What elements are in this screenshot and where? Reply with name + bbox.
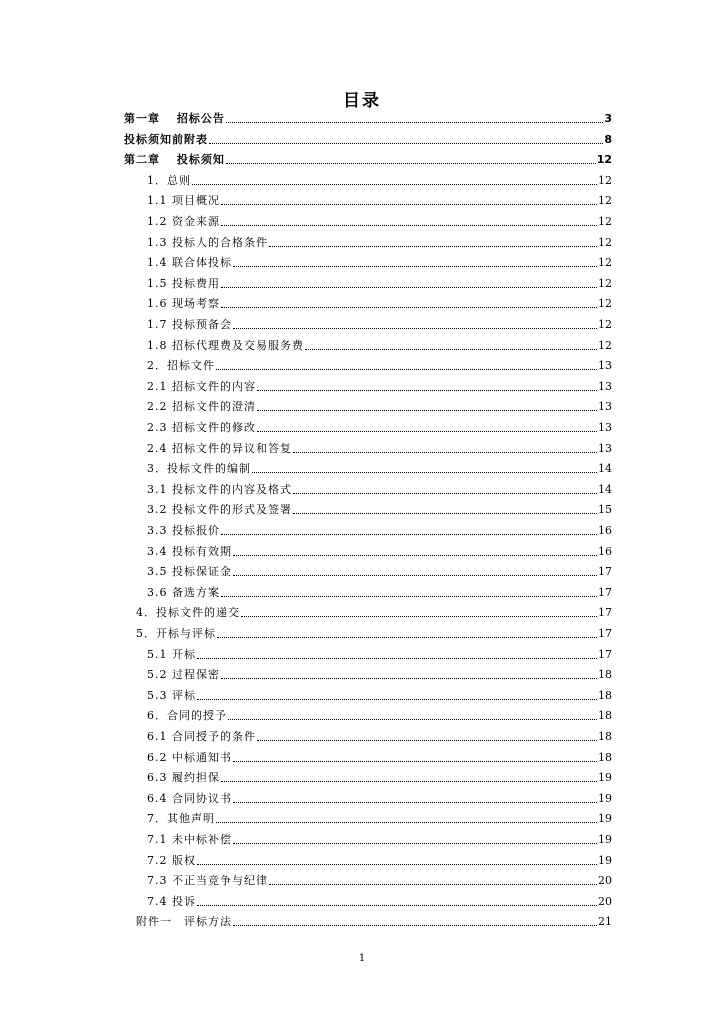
toc-entry-page: 16 [598,544,612,558]
toc-entry-label: 2.2 招标文件的澄清 [147,400,256,414]
toc-dot-leader [226,122,604,123]
toc-entry-label: 3.2 投标文件的形式及签署 [147,503,292,517]
toc-entry[interactable] [147,664,612,682]
toc-entry-label: 附件一 评标方法 [136,915,232,929]
toc-entry[interactable] [147,273,612,291]
toc-entry-label: 7.1 未中标补偿 [147,833,232,846]
toc-dot-leader [221,225,597,226]
toc-dot-leader [197,905,597,906]
toc-entry-label: 1.1 项目概况 [147,194,220,208]
toc-entry[interactable] [124,149,612,167]
toc-entry[interactable] [136,911,612,929]
toc-entry-page: 12 [598,318,612,331]
toc-entry-page: 18 [598,668,612,682]
toc-entry-label: 2．招标文件 [147,359,215,373]
toc-dot-leader [233,843,597,844]
toc-entry[interactable] [147,850,612,868]
toc-entry-page: 18 [598,750,612,764]
toc-dot-leader [233,328,597,329]
toc-entry[interactable] [147,293,612,311]
toc-dot-leader [293,452,597,453]
toc-entry[interactable] [136,602,612,620]
toc-dot-leader [197,864,597,865]
toc-entry-page: 18 [598,709,612,723]
toc-entry-page: 12 [598,297,612,311]
toc-entry-label: 7．其他声明 [147,812,215,826]
toc-entry-page: 20 [598,874,612,888]
toc-entry[interactable] [147,870,612,888]
toc-entry-label: 投标须知前附表 [124,132,208,146]
toc-dot-leader [221,596,597,597]
toc-entry-label: 1.8 招标代理费及交易服务费 [147,338,304,352]
toc-entry-page: 12 [598,173,612,187]
toc-entry[interactable] [147,458,612,476]
toc-dot-leader [233,266,597,267]
toc-entry-page: 12 [598,276,612,290]
toc-entry-page: 12 [596,153,612,167]
toc-entry-page: 19 [598,833,612,846]
toc-entry[interactable] [147,499,612,517]
toc-entry[interactable] [147,582,612,600]
toc-dot-leader [221,307,597,308]
toc-entry-label: 3.3 投标报价 [147,524,220,537]
toc-entry-label: 3.5 投标保证金 [147,565,232,579]
toc-entry-page: 19 [598,791,612,805]
toc-dot-leader [233,575,597,576]
toc-entry[interactable] [147,808,612,826]
toc-dot-leader [217,637,597,638]
toc-dot-leader [192,184,597,185]
toc-entry-label: 3.4 投标有效期 [147,544,232,558]
toc-entry[interactable] [136,623,612,641]
toc-entry-label: 1.7 投标预备会 [147,318,232,331]
toc-entry[interactable] [147,767,612,785]
toc-dot-leader [228,719,597,720]
toc-entry-page: 16 [598,524,612,537]
toc-dot-leader [226,163,596,164]
toc-entry-label: 第一章 招标公告 [124,112,225,125]
toc-entry-label: 7.4 投诉 [147,894,196,908]
toc-entry[interactable] [147,376,612,394]
toc-dot-leader [216,369,597,370]
toc-entry-label: 1.4 联合体投标 [147,256,232,270]
toc-entry-page: 13 [598,421,612,434]
toc-dot-leader [252,472,597,473]
toc-dot-leader [233,555,597,556]
toc-dot-leader [221,534,597,535]
toc-entry[interactable] [147,829,612,847]
toc-entry[interactable] [147,355,612,373]
toc-dot-leader [241,616,597,617]
toc-entry[interactable] [124,108,612,126]
toc-entry-page: 14 [598,482,612,496]
toc-entry[interactable] [147,726,612,744]
toc-entry-page: 12 [598,194,612,208]
toc-entry-label: 5．开标与评标 [136,627,216,640]
page-title: 目录 [343,91,381,111]
toc-entry-label: 1.2 资金来源 [147,215,220,228]
toc-entry-label: 6.1 合同授予的条件 [147,730,256,743]
toc-entry[interactable] [147,170,612,188]
toc-entry-page: 14 [598,462,612,476]
toc-dot-leader [269,246,597,247]
toc-dot-leader [293,493,597,494]
toc-entry[interactable] [147,891,612,909]
toc-entry[interactable] [147,417,612,435]
toc-entry-page: 13 [598,400,612,414]
toc-entry-page: 17 [598,647,612,661]
toc-entry-label: 5.3 评标 [147,688,196,702]
toc-entry-page: 15 [598,503,612,517]
toc-entry-label: 6．合同的授予 [147,709,227,723]
toc-entry-label: 6.3 履约担保 [147,771,220,785]
toc-entry-page: 20 [598,894,612,908]
toc-dot-leader [233,761,597,762]
toc-entry-page: 18 [598,730,612,743]
toc-entry[interactable] [147,520,612,538]
toc-dot-leader [257,390,597,391]
toc-entry-label: 3.6 备选方案 [147,585,220,599]
toc-entry-label: 6.4 合同协议书 [147,791,232,805]
toc-entry-label: 3.1 投标文件的内容及格式 [147,482,292,496]
toc-entry-page: 19 [598,812,612,826]
toc-entry-page: 17 [598,565,612,579]
toc-dot-leader [269,884,597,885]
toc-dot-leader [221,781,597,782]
toc-entry-page: 3 [604,112,612,125]
toc-entry-label: 2.4 招标文件的异议和答复 [147,441,292,455]
toc-entry-page: 12 [598,235,612,249]
toc-dot-leader [293,513,597,514]
toc-entry-page: 17 [598,585,612,599]
page-number: 1 [358,953,366,964]
toc-dot-leader [257,431,597,432]
toc-entry-label: 5.2 过程保密 [147,668,220,682]
toc-dot-leader [209,143,603,144]
toc-entry-label: 1.6 现场考察 [147,297,220,311]
toc-entry-page: 12 [598,338,612,352]
toc-dot-leader [197,699,597,700]
toc-dot-leader [221,678,597,679]
toc-entry[interactable] [147,705,612,723]
toc-entry-page: 21 [598,915,612,929]
toc-entry-label: 7.3 不正当竞争与纪律 [147,874,268,888]
toc-entry-page: 18 [598,688,612,702]
toc-entry-label: 1.5 投标费用 [147,276,220,290]
toc-dot-leader [197,658,597,659]
toc-entry[interactable] [147,438,612,456]
toc-entry-page: 19 [598,771,612,785]
toc-entry[interactable] [147,541,612,559]
toc-entry[interactable] [147,479,612,497]
toc-dot-leader [233,802,597,803]
toc-dot-leader [257,740,597,741]
toc-entry[interactable] [147,211,612,229]
toc-entry-page: 8 [604,132,612,146]
toc-entry[interactable] [147,314,612,332]
toc-entry-label: 1．总则 [147,173,191,187]
toc-entry-page: 19 [598,853,612,867]
toc-dot-leader [216,822,597,823]
toc-entry[interactable] [124,129,612,147]
toc-entry-page: 12 [598,215,612,228]
toc-entry[interactable] [147,396,612,414]
toc-entry-label: 5.1 开标 [147,647,196,661]
toc-entry[interactable] [147,252,612,270]
toc-entry[interactable] [147,232,612,250]
toc-entry-page: 13 [598,359,612,373]
toc-entry-label: 6.2 中标通知书 [147,750,232,764]
toc-entry[interactable] [147,685,612,703]
toc-entry[interactable] [147,747,612,765]
toc-entry[interactable] [147,190,612,208]
toc-dot-leader [305,349,597,350]
toc-entry-label: 3．投标文件的编制 [147,462,251,476]
toc-entry-label: 2.1 招标文件的内容 [147,379,256,393]
toc-entry[interactable] [147,644,612,662]
toc-entry-label: 第二章 投标须知 [124,153,225,167]
toc-entry[interactable] [147,561,612,579]
toc-entry-label: 1.3 投标人的合格条件 [147,235,268,249]
toc-dot-leader [257,410,597,411]
toc-entry[interactable] [147,335,612,353]
toc-dot-leader [221,204,597,205]
toc-entry-page: 12 [598,256,612,270]
toc-entry[interactable] [147,788,612,806]
toc-entry-page: 17 [598,606,612,620]
toc-entry-label: 2.3 招标文件的修改 [147,421,256,434]
toc-entry-page: 13 [598,379,612,393]
toc-entry-label: 4．投标文件的递交 [136,606,240,620]
toc-entry-page: 17 [598,627,612,640]
toc-dot-leader [233,925,597,926]
toc-dot-leader [221,287,597,288]
toc-entry-label: 7.2 版权 [147,853,196,867]
toc-entry-page: 13 [598,441,612,455]
